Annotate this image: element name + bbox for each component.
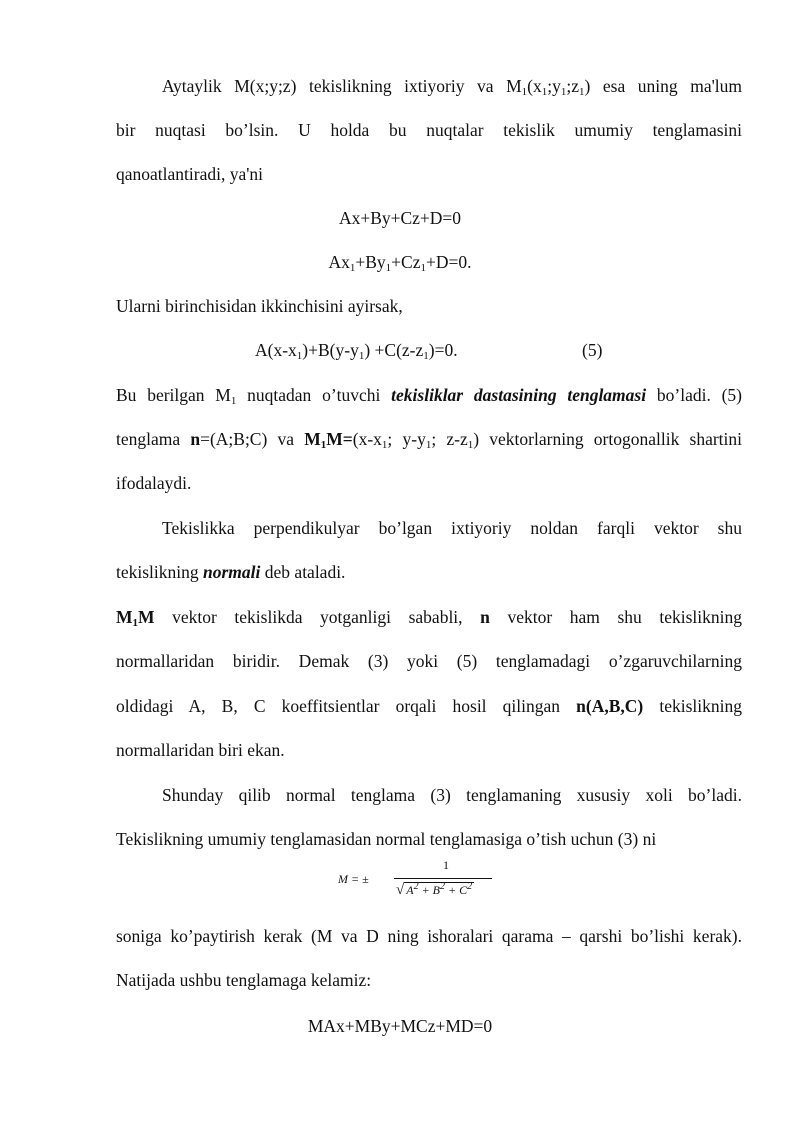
para1-line2: bir nuqtasi boʼlsin. U holda bu nuqtalar tekislik umumiy tenglamasini	[116, 120, 742, 140]
equation-5: $A(x-x_1)+B(y-y_1) +C(z-z_1)=0$. (5)	[255, 340, 603, 362]
emphasis-term: tekisliklar dastasining tenglamasi	[391, 385, 647, 405]
para4-line2: tekislikning normali deb ataladi.	[116, 562, 346, 582]
para4-line1: Tekislikka perpendikulyar boʼlgan ixtiyoriy noldan farqli vektor shu	[162, 518, 742, 538]
para1-line3: qanoatlantiradi, ya'ni	[116, 164, 263, 184]
fraction-bar	[394, 878, 492, 879]
para6-line2: Tekislikning umumiy tenglamasidan normal tenglamasiga oʼtish uchun (3) ni	[116, 829, 657, 849]
equation-5-number: (5)	[582, 340, 603, 360]
para3-line3: ifodalaydi.	[116, 473, 192, 493]
equation-normal: MAx+MBy+MCz+MD=0	[307, 1016, 493, 1036]
equation-point: $Ax_1+By_1+Cz_1+D=0$.	[328, 252, 472, 274]
sqrt-symbol: √	[396, 882, 405, 898]
para5-line4: normallaridan biri ekan.	[116, 740, 285, 760]
para7-line1: soniga koʼpaytirish kerak (M va D ning ishoralari qarama – qarshi boʼlishi kerak).	[116, 926, 742, 946]
para5-line3: oldidagi A, B, C koeffitsientlar orqali hosil qilingan n(A,B,C) tekislikning	[116, 696, 742, 716]
para5-line1: $M_1M$ vektor tekislikda yotganligi sababli, n vektor ham shu tekislikning	[116, 607, 742, 629]
para1-line1: Aytaylik M(x;y;z) tekislikning ixtiyoriy va $M_1(x_1;y_1;z_1)$ esa uning ma'lum	[162, 76, 742, 98]
formula-denominator: √ $A^2 + B^2 + C^2$	[396, 881, 473, 898]
para2: Ularni birinchisidan ikkinchisini ayirsak,	[116, 296, 403, 316]
formula-numerator: 1	[443, 858, 449, 872]
emphasis-normal: normali	[203, 562, 261, 582]
para7-line2: Natijada ushbu tenglamaga kelamiz:	[116, 970, 372, 990]
normalizing-factor-formula	[338, 858, 508, 904]
para5-line2: normallaridan biridir. Demak (3) yoki (5) tenglamadagi oʼzgaruvchilarning	[116, 651, 742, 671]
para3-line2: tenglama n=(A;B;C) va $M_1M=(x-x_1$; $y-y_1$; $z-z_1$) vektorlarning ortogonallik shartini	[116, 429, 743, 451]
para6-line1: Shunday qilib normal tenglama (3) tenglamaning xususiy xoli boʼladi.	[162, 785, 742, 805]
equation-general: Ax+By+Cz+D=0	[338, 208, 462, 228]
formula-lhs: M = ±	[338, 872, 369, 886]
para3-line1: Bu berilgan $M_1$ nuqtadan oʼtuvchi tekisliklar dastasining tenglamasi boʼladi. (5)	[116, 385, 743, 407]
